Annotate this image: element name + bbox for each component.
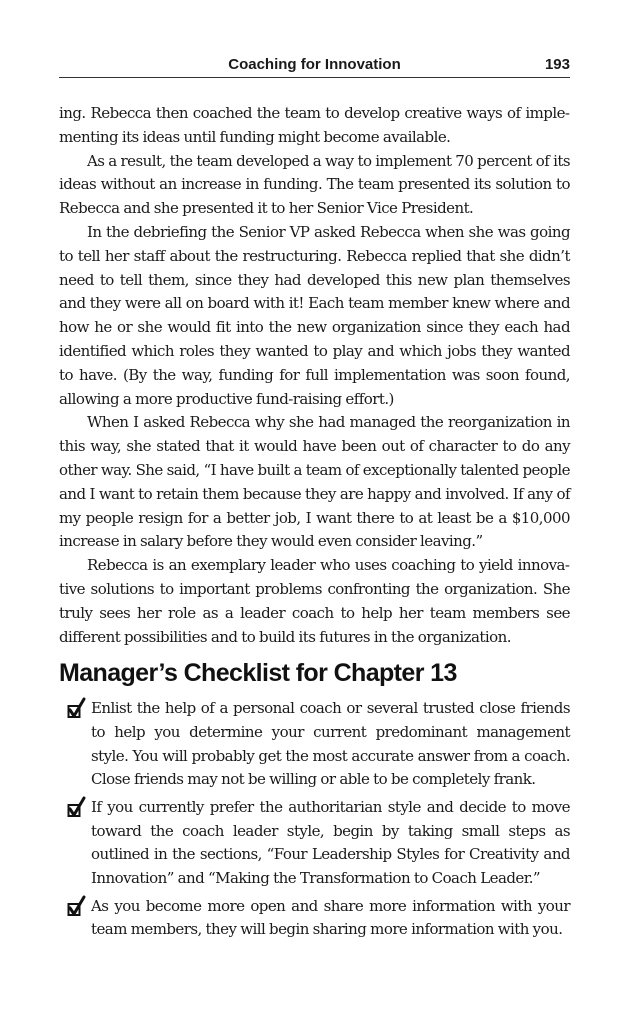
paragraph: As a result, the team developed a way to implement 70 percent of its ideas without an increase in funding. The team presented its solution to Rebecca and she presented it to her Senior Vice President. bbox=[59, 151, 570, 218]
checklist-heading: Manager’s Checklist for Chapter 13 bbox=[59, 659, 457, 687]
checklist-item-text: If you currently prefer the authoritarian style and decide to move toward the coach leader style, begin by taking small steps as outlined in the sections, “Four Leadership Styles for Creativity and Innovation” and “Making the Transformation to Coach Leader.” bbox=[91, 797, 570, 888]
paragraph-continued: ing. Rebecca then coached the team to develop creative ways of implementing its ideas until funding might become available. bbox=[59, 104, 570, 146]
paragraph: In the debriefing the Senior VP asked Rebecca when she was going to tell her staff about the restructuring. Rebecca replied that she didn’t need to tell them, since they had developed this new plan themselves and they were all on board with it! Each team member knew where and how he or she would fit into the new organization since they each had identified which roles they wanted to play and which jobs they wanted to have. (By the way, funding for full implementation was soon found, allowing a more productive fund-raising effort.) bbox=[59, 222, 570, 408]
checklist-item bbox=[59, 796, 570, 891]
body-text bbox=[59, 102, 570, 649]
checklist-item bbox=[59, 697, 570, 792]
chapter-title: Coaching for Innovation bbox=[228, 56, 401, 73]
running-header bbox=[59, 55, 570, 78]
checkbox-checked-icon bbox=[67, 697, 89, 721]
checkbox-checked-icon bbox=[67, 895, 89, 919]
checklist-item bbox=[59, 895, 570, 943]
manager-checklist bbox=[59, 697, 570, 946]
checklist-item-text: As you become more open and share more information with your team members, they will begin sharing more information with you. bbox=[91, 896, 570, 939]
checkbox-checked-icon bbox=[67, 796, 89, 820]
paragraph: Rebecca is an exemplary leader who uses coaching to yield innovative solutions to important problems confronting the organization. She truly sees her role as a leader coach to help her team members see different possibilities and to build its futures in the organization. bbox=[59, 556, 570, 646]
checklist-item-text: Enlist the help of a personal coach or several trusted close friends to help you determine your current predominant management style. You will probably get the most accurate answer from a coach. Close friends may not be willing or able to be completely frank. bbox=[91, 699, 570, 789]
page-number: 193 bbox=[544, 56, 570, 73]
paragraph: When I asked Rebecca why she had managed the reorganization in this way, she stated that it would have been out of character to do any other way. She said, “I have built a team of exceptionally talented people and I want to retain them because they are happy and involved. If any of my people resign for a better job, I want there to at least be a $10,000 increase in salary before they would even consider leaving.” bbox=[59, 413, 570, 551]
